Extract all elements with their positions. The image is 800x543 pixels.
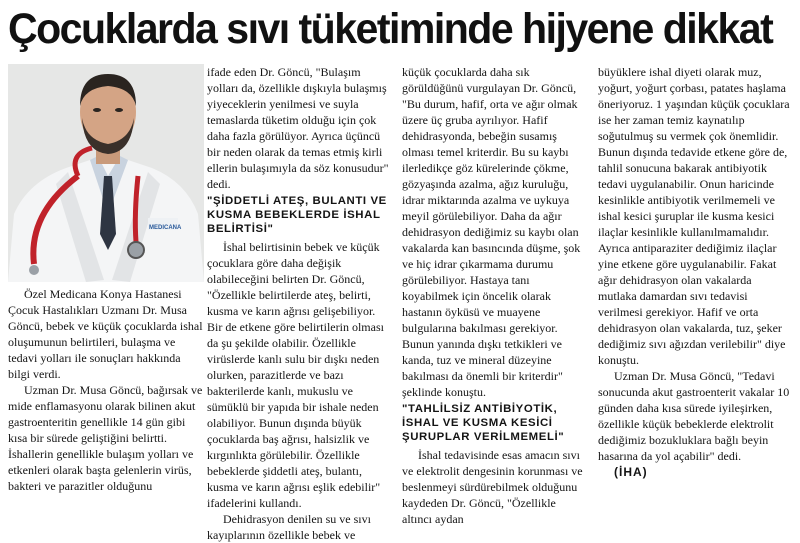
paragraph: büyüklere ishal diyeti olarak muz, yoğurt, yoğurt çorbası, patates haşlama öneriyoruz. 1 yaşından küçük çocuklara ise her zaman temiz kaynatılıp soğutulmuş su vermek çok önemlidir. Bunun dışında tedavide etkene göre de, tahlil sonucuna bakarak antibiyotik tedavi uygulanabilir. Onun haricinde kesinlikle antibiyotik verilmemeli ve ishal kesici şuruplar ile kusma kesici ilaçlar kesinlikle kullanılmamalıdır. Ayrıca antiparaziter dediğimiz ilaçlar yine etkene göre uygulanabilir. Fakat ağır dehidrasyon olan vakalarda mutlaka damardan sıvı tedavisi verilmesi gerekiyor. Hafif ve orta dehidrasyon olan vakalarda, tuz, şeker dediğimiz sıvı ağızdan verilebilir" diye konuştu. (598, 65, 790, 367)
paragraph: Uzman Dr. Musa Göncü, bağırsak ve mide enflamasyonu olarak bilinen akut gastroenteritin genellikle 14 gün gibi kısa bir sürede geliştiğini belirtti. İshallerin genellikle bulaşım yolları ve etkenleri olarak başta gelenlerin virüs, bakteri ve parazitler olduğunu (8, 383, 203, 493)
paragraph: ifade eden Dr. Göncü, "Bulaşım yolları da, özellikle dışkıyla bulaşmış yiyeceklerin yenilmesi ve suyla temaslarda tüketim olduğu için çok daha fazla görülüyor. Ayrıca üçüncü bir neden olarak da temas etmiş kirli ellerin bulaşımıyla da söz konusudur" dedi. (207, 65, 389, 191)
subheading: "ŞİDDETLİ ATEŞ, BULANTI VE KUSMA BEBEKLERDE İSHAL BELİRTİSİ" (207, 195, 387, 235)
article-column-4 (598, 64, 792, 496)
paragraph: Dehidrasyon denilen su ve sıvı kayıplarının özellikle bebek ve (207, 512, 371, 542)
doctor-portrait-image (8, 64, 204, 282)
photo-caption: Özel Medicana Konya Hastanesi Çocuk Hastalıkları Uzmanı Dr. Musa Göncü, bebek ve küçük çocuklarda ishal oluşumunun belirtileri, bulaşma ve tedavi yolları ile sonuçları hakkında bilgi verdi. (8, 287, 203, 381)
article-column-3 (402, 64, 587, 526)
subheading: "TAHLİLSİZ ANTİBİYOTİK, İSHAL VE KUSMA KESİCİ ŞURUPLAR VERİLMEMELİ" (402, 403, 565, 443)
doctor-photo (8, 64, 204, 282)
article-column-2 (207, 64, 391, 542)
paragraph: İshal tedavisinde esas amacın sıvı ve elektrolit dengesinin korunması ve beslenmeyi sürdürebilmek olduğunu kaydeden Dr. Göncü, "Özellikle altıncı aydan (402, 448, 583, 526)
byline: (İHA) (614, 465, 648, 479)
coat-logo: MEDICANA (149, 225, 182, 231)
paragraph: Uzman Dr. Musa Göncü, "Tedavi sonucunda akut gastroenterit vakalar 10 günden daha kısa sürede iyileşirken, özellikle küçük bebeklerde elektrolit dediğimiz bozukluklara bağlı beyin hasarına da yol açabilir" dedi. (598, 369, 790, 463)
article-column-1 (8, 64, 204, 496)
paragraph: küçük çocuklarda daha sık görüldüğünü vurgulayan Dr. Göncü, "Bu durum, hafif, orta ve ağır olmak üzere üç gruba ayrılıyor. Hafif dehidrasyonda, bebeğin susamış olması temel kriterdir. Bu su kaybı ilerledikçe göz kürelerinde çökme, gözyaşında azalma, ağız kuruluğu, idrar miktarında azalma ve uykuya meyil görülebiliyor. Daha da ağır dehidrasyon dediğimiz su kaybı olan vakalarda kan basıncında düşme, şok ve hiç idrar çıkarmama durumu görülebiliyor. Hastaya tanı koyabilmek için öncelik olarak hastanın öyküsü ve muayene bulgularına bakılması gerekiyor. Bunun yanında dışkı tetkikleri ve kanda, tuz ve mineral düzeyine bakılması da önemli bir kriterdir" şeklinde konuştu. (402, 65, 581, 399)
headline: Çocuklarda sıvı tüketiminde hijyene dikkat (8, 5, 773, 53)
paragraph: İshal belirtisinin bebek ve küçük çocuklara göre daha değişik olabileceğini belirten Dr. Göncü, "Özellikle belirtilerde ateş, belirti, kusma ve karın ağrısı gelişebiliyor. Bir de etkene göre belirtilerin olması da şu şekilde olabilir. Özellikle virüslerde kanlı sulu bir dışkı neden olurken, parazitlerde ve bazı bakterilerde kanlı, mukuslu ve sümüklü bir yapıda bir ishale neden olabiliyor. Bunun dışında büyük çocuklarda baş ağrısı, halsizlik ve kırgınlıkta görülebilir. Özellikle bebeklerde şiddetli ateş, bulantı, kusma ve karın ağrısı eşlik edebilir" ifadelerini kullandı. (207, 240, 384, 510)
